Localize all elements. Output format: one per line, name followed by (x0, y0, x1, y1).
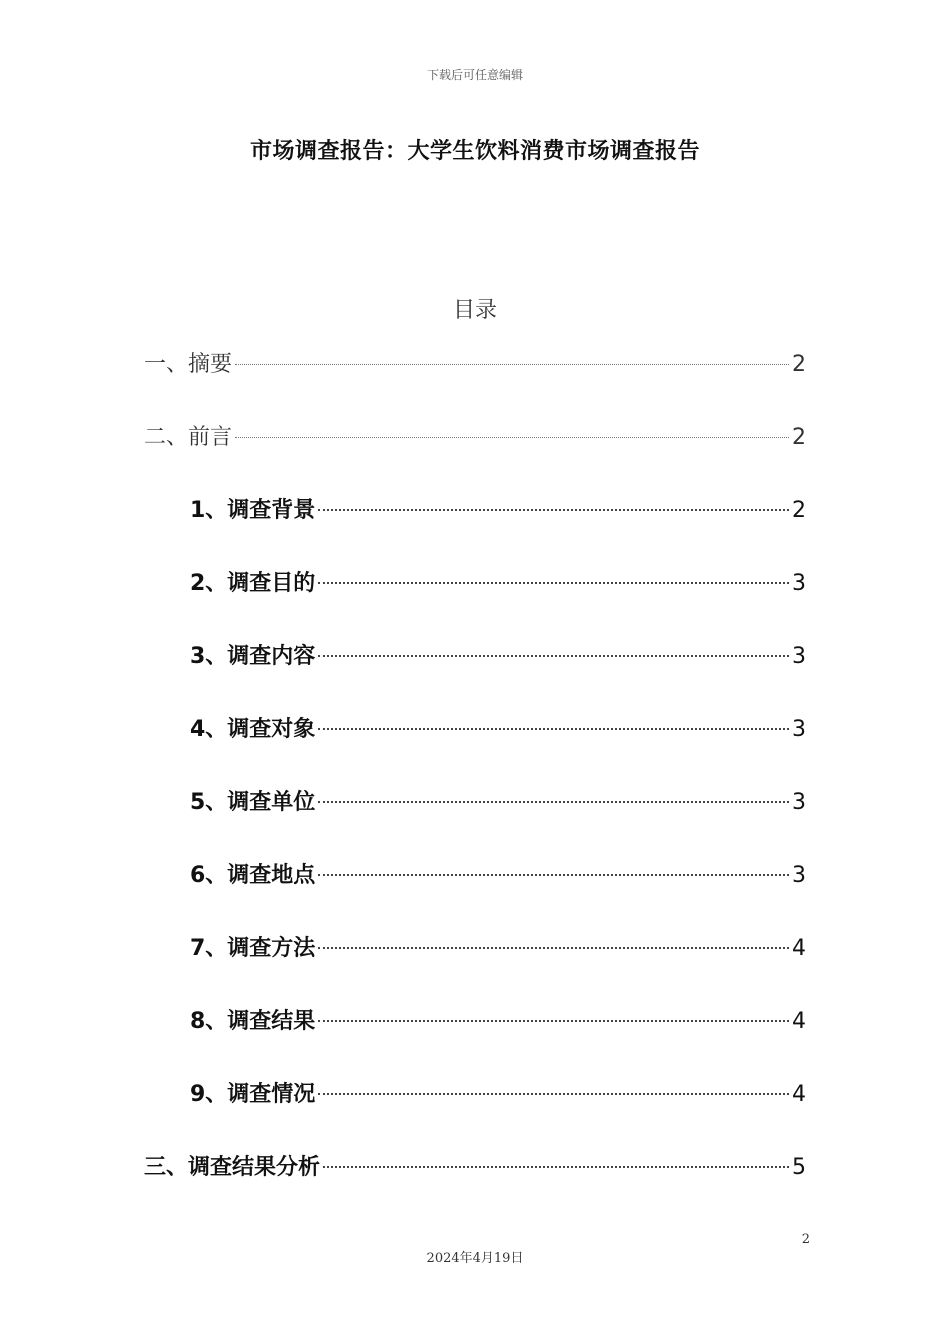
toc-entry-label: 7、调查方法 (190, 936, 316, 961)
toc-leader-dots (318, 946, 789, 949)
toc-entry-label: 9、调查情况 (190, 1082, 316, 1107)
toc-entry-page: 3 (792, 863, 806, 888)
toc-entry-page: 4 (792, 1082, 806, 1107)
toc-entry-page: 3 (792, 790, 806, 815)
toc-leader-dots (235, 436, 789, 438)
toc-entry-label: 5、调查单位 (190, 790, 316, 815)
toc-entry-label: 三、调查结果分析 (144, 1155, 321, 1180)
toc-entry-label: 1、调查背景 (190, 498, 316, 523)
toc-leader-dots (318, 654, 789, 657)
toc-entry-page: 2 (792, 498, 806, 523)
toc-heading: 目录 (452, 298, 497, 323)
toc-entry-page: 4 (792, 936, 806, 961)
toc-leader-dots (235, 363, 789, 365)
toc-entry[interactable] (144, 786, 806, 859)
toc-entry-page: 2 (792, 352, 806, 377)
document-title: 市场调查报告：大学生饮料消费市场调查报告 (249, 139, 700, 164)
toc-leader-dots (318, 727, 789, 730)
toc-entry-label: 8、调查结果 (190, 1009, 316, 1034)
table-of-contents (144, 348, 806, 1224)
toc-leader-dots (318, 581, 789, 584)
toc-entry-page: 3 (792, 644, 806, 669)
toc-entry[interactable] (144, 1005, 806, 1078)
toc-entry[interactable] (144, 1151, 806, 1224)
toc-entry[interactable] (144, 713, 806, 786)
toc-leader-dots (318, 800, 789, 803)
toc-entry-label: 3、调查内容 (190, 644, 316, 669)
toc-leader-dots (318, 873, 789, 876)
toc-entry-page: 3 (792, 717, 806, 742)
toc-entry-page: 2 (792, 425, 806, 450)
page-number: 2 (801, 1232, 810, 1247)
toc-entry-label: 6、调查地点 (190, 863, 316, 888)
toc-entry-page: 5 (792, 1155, 806, 1180)
toc-entry-label: 一、摘要 (144, 352, 233, 377)
toc-entry-page: 3 (792, 571, 806, 596)
toc-entry[interactable] (144, 1078, 806, 1151)
toc-entry[interactable] (144, 859, 806, 932)
toc-leader-dots (318, 1092, 789, 1095)
toc-leader-dots (323, 1165, 789, 1168)
toc-entry-page: 4 (792, 1009, 806, 1034)
footer-date: 2024年4月19日 (426, 1251, 524, 1266)
toc-leader-dots (318, 1019, 789, 1022)
toc-entry-label: 2、调查目的 (190, 571, 316, 596)
toc-entry[interactable] (144, 421, 806, 494)
toc-entry[interactable] (144, 640, 806, 713)
toc-entry[interactable] (144, 494, 806, 567)
toc-entry[interactable] (144, 567, 806, 640)
toc-leader-dots (318, 508, 789, 511)
toc-entry-label: 二、前言 (144, 425, 233, 450)
toc-entry[interactable] (144, 932, 806, 1005)
header-note: 下载后可任意编辑 (426, 68, 523, 82)
toc-entry-label: 4、调查对象 (190, 717, 316, 742)
toc-entry[interactable] (144, 348, 806, 421)
